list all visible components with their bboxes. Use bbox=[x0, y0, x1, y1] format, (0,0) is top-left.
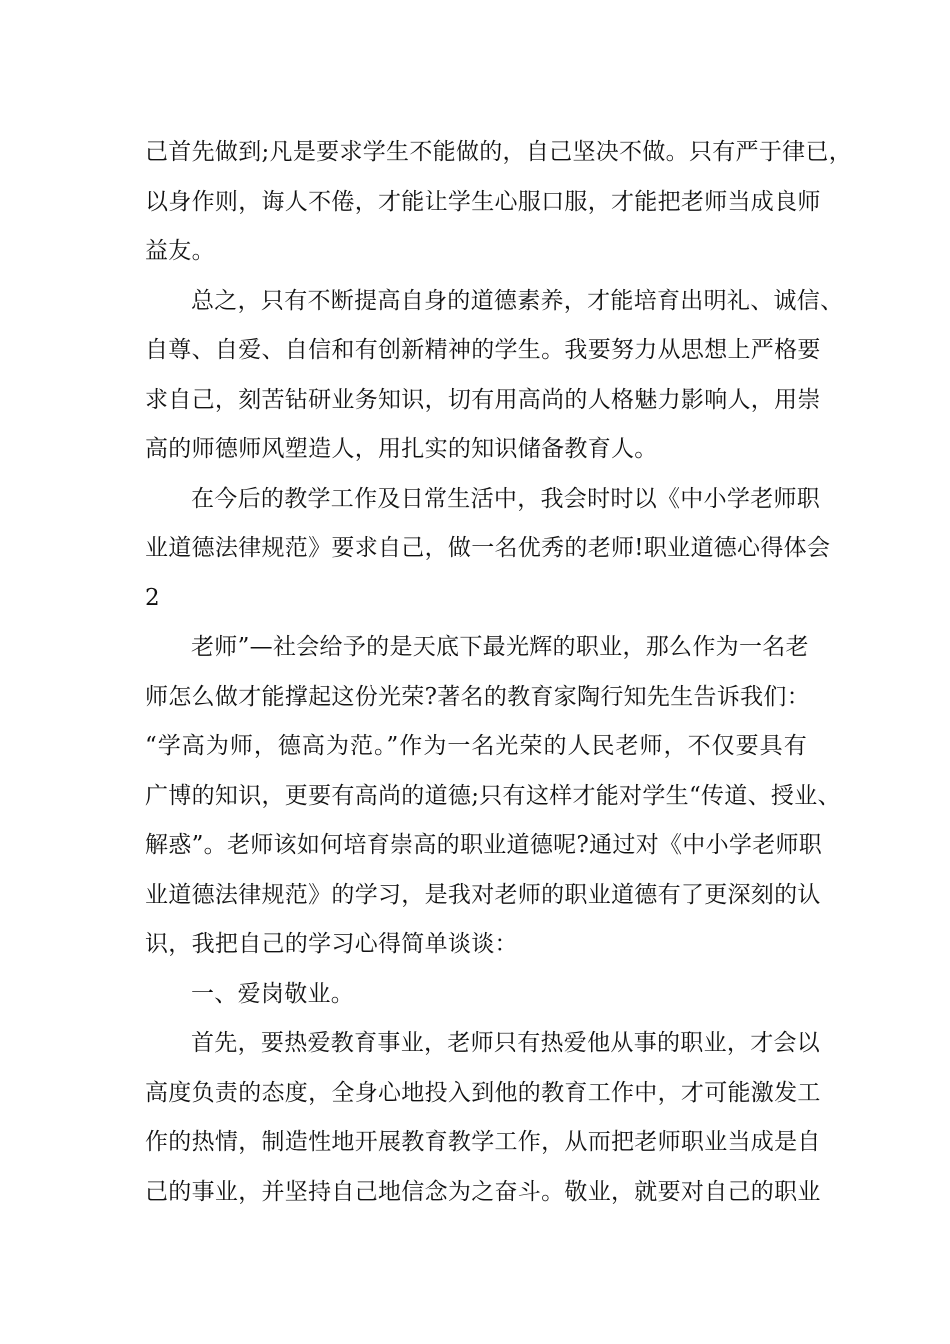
text-line: 己的事业，并坚持自己地信念为之奋斗。敬业，就要对自己的职业 bbox=[145, 1178, 821, 1205]
text-line: 2 bbox=[145, 584, 160, 611]
text-line: 求自己，刻苦钻研业务知识，切有用高尚的人格魅力影响人，用崇 bbox=[145, 386, 821, 413]
section-heading: 一、爱岗敬业。 bbox=[191, 980, 355, 1007]
paragraph-first-line: 在今后的教学工作及日常生活中，我会时时以《中小学老师职 bbox=[191, 485, 821, 512]
text-line: 业道德法律规范》的学习，是我对老师的职业道德有了更深刻的认 bbox=[145, 881, 821, 908]
text-line: 高度负责的态度，全身心地投入到他的教育工作中，才可能激发工 bbox=[145, 1079, 821, 1106]
text-line: 识，我把自己的学习心得简单谈谈： bbox=[145, 931, 518, 957]
body-text bbox=[145, 128, 853, 1217]
text-line: 师怎么做才能撑起这份光荣?著名的教育家陶行知先生告诉我们： bbox=[145, 683, 811, 710]
paragraph-first-line: 首先，要热爱教育事业，老师只有热爱他从事的职业，才会以 bbox=[191, 1030, 821, 1056]
paragraph-first-line: 总之，只有不断提高自身的道德素养，才能培育出明礼、诚信、 bbox=[191, 287, 844, 314]
text-line: 广博的知识，更要有高尚的道德;只有这样才能对学生“传道、授业、 bbox=[145, 782, 841, 809]
paragraph-first-line: 老师”—社会给予的是天底下最光辉的职业，那么作为一名老 bbox=[191, 634, 809, 660]
text-line: 业道德法律规范》要求自己，做一名优秀的老师!职业道德心得体会 bbox=[145, 535, 831, 561]
text-line: “学高为师，德高为范。”作为一名光荣的人民老师，不仅要具有 bbox=[145, 733, 807, 759]
text-line: 以身作则，诲人不倦，才能让学生心服口服，才能把老师当成良师 bbox=[145, 188, 821, 215]
text-line: 己首先做到;凡是要求学生不能做的，自己坚决不做。只有严于律已， bbox=[145, 139, 853, 165]
text-line: 益友。 bbox=[145, 238, 215, 264]
text-line: 自尊、自爱、自信和有创新精神的学生。我要努力从思想上严格要 bbox=[145, 337, 821, 363]
text-line: 高的师德师风塑造人，用扎实的知识储备教育人。 bbox=[145, 436, 658, 462]
text-line: 解惑”。老师该如何培育崇高的职业道德呢?通过对《中小学老师职 bbox=[145, 832, 823, 858]
text-line: 作的热情，制造性地开展教育教学工作，从而把老师职业当成是自 bbox=[145, 1129, 821, 1155]
